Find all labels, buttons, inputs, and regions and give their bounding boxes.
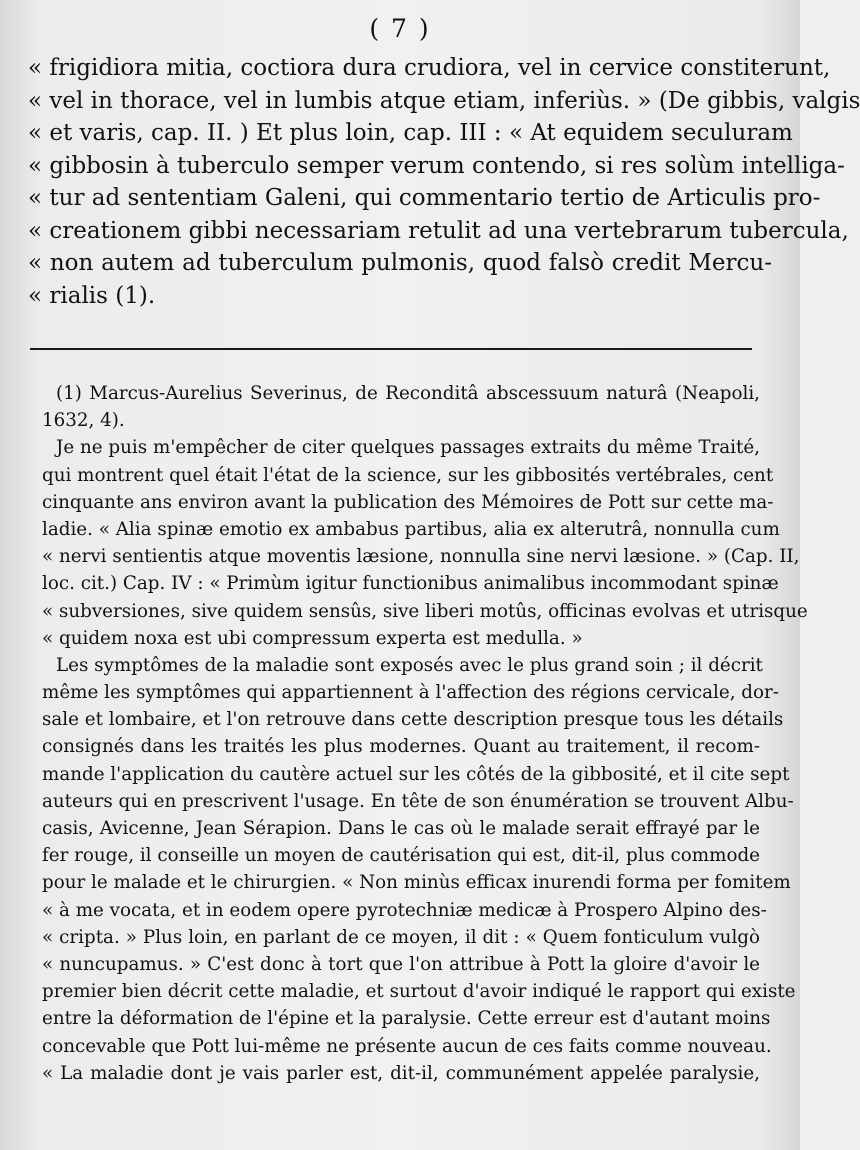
footnote-line: « cripta. » Plus loin, en parlant de ce moyen, il dit : « Quem fonticulum vulgò: [42, 926, 760, 948]
footnote-divider: [30, 348, 752, 350]
footnote-line: loc. cit.) Cap. IV : « Primùm igitur functionibus animalibus incommodant spinæ: [42, 573, 779, 595]
footnote-block: [42, 380, 808, 1087]
footnote-line: premier bien décrit cette maladie, et surtout d'avoir indiqué le rapport qui existe: [42, 981, 796, 1003]
footnote-line: « subversiones, sive quidem sensûs, sive liberi motûs, officinas evolvas et utrisque: [42, 600, 808, 622]
footnote-line: (1) Marcus-Aurelius Severinus, de Reconditâ abscessuum naturâ (Neapoli,: [56, 383, 760, 404]
footnote-line: mande l'application du cautère actuel sur les côtés de la gibbosité, et il cite sept: [42, 763, 790, 785]
main-text-line: « non autem ad tuberculum pulmonis, quod falsò credit Mercu-: [28, 250, 772, 276]
footnote-line: « nuncupamus. » C'est donc à tort que l'on attribue à Pott la gloire d'avoir le: [42, 953, 760, 975]
footnote-line: consignés dans les traités les plus modernes. Quant au traitement, il recom-: [42, 736, 760, 758]
footnote-line: casis, Avicenne, Jean Sérapion. Dans le cas où le malade serait effrayé par le: [42, 818, 760, 839]
main-text-block: [28, 52, 860, 312]
footnote-line: qui montrent quel était l'état de la science, sur les gibbosités vertébrales, cent: [42, 464, 774, 486]
main-text-line: « creationem gibbi necessariam retulit ad una vertebrarum tubercula,: [28, 217, 849, 244]
footnote-line: « nervi sentientis atque moventis læsione, nonnulla sine nervi læsione. » (Cap. II,: [42, 546, 800, 568]
footnote-line: « La maladie dont je vais parler est, dit-il, communément appelée paralysie,: [42, 1062, 760, 1084]
footnote-line: auteurs qui en prescrivent l'usage. En tête de son énumération se trouvent Albu-: [42, 790, 794, 812]
footnote-line: « quidem noxa est ubi compressum experta est medulla. »: [42, 627, 583, 649]
footnote-line: cinquante ans environ avant la publication des Mémoires de Pott sur cette ma-: [42, 491, 774, 513]
main-text-line: « et varis, cap. II. ) Et plus loin, cap. III : « At equidem seculuram: [28, 120, 793, 146]
page-number: ( 7 ): [369, 14, 431, 43]
main-text-line: « tur ad sententiam Galeni, qui commentario tertio de Articulis pro-: [28, 185, 821, 211]
main-text-line: « rialis (1).: [28, 282, 156, 309]
footnote-line: 1632, 4).: [42, 410, 125, 432]
main-text-line: « vel in thorace, vel in lumbis atque etiam, inferiùs. » (De gibbis, valgis: [28, 87, 860, 114]
footnote-line: fer rouge, il conseille un moyen de cautérisation qui est, dit-il, plus commode: [42, 845, 760, 867]
main-text-line: « gibbosin à tuberculo semper verum contendo, si res solùm intelliga-: [28, 152, 845, 179]
footnote-line: Je ne puis m'empêcher de citer quelques passages extraits du même Traité,: [56, 437, 760, 459]
footnote-line: sale et lombaire, et l'on retrouve dans cette description presque tous les détails: [42, 709, 784, 731]
footnote-line: même les symptômes qui appartiennent à l'affection des régions cervicale, dor-: [42, 682, 779, 704]
main-text-line: « frigidiora mitia, coctiora dura crudiora, vel in cervice constiterunt,: [28, 55, 831, 81]
footnote-line: Les symptômes de la maladie sont exposés avec le plus grand soin ; il décrit: [56, 654, 763, 676]
footnote-line: pour le malade et le chirurgien. « Non minùs efficax inurendi forma per fomitem: [42, 872, 791, 894]
footnote-line: entre la déformation de l'épine et la paralysie. Cette erreur est d'autant moins: [42, 1008, 771, 1030]
footnote-line: concevable que Pott lui-même ne présente aucun de ces faits comme nouveau.: [42, 1035, 772, 1057]
footnote-line: ladie. « Alia spinæ emotio ex ambabus partibus, alia ex alterutrâ, nonnulla cum: [42, 518, 780, 540]
footnote-line: « à me vocata, et in eodem opere pyrotechniæ medicæ à Prospero Alpino des-: [42, 899, 767, 921]
